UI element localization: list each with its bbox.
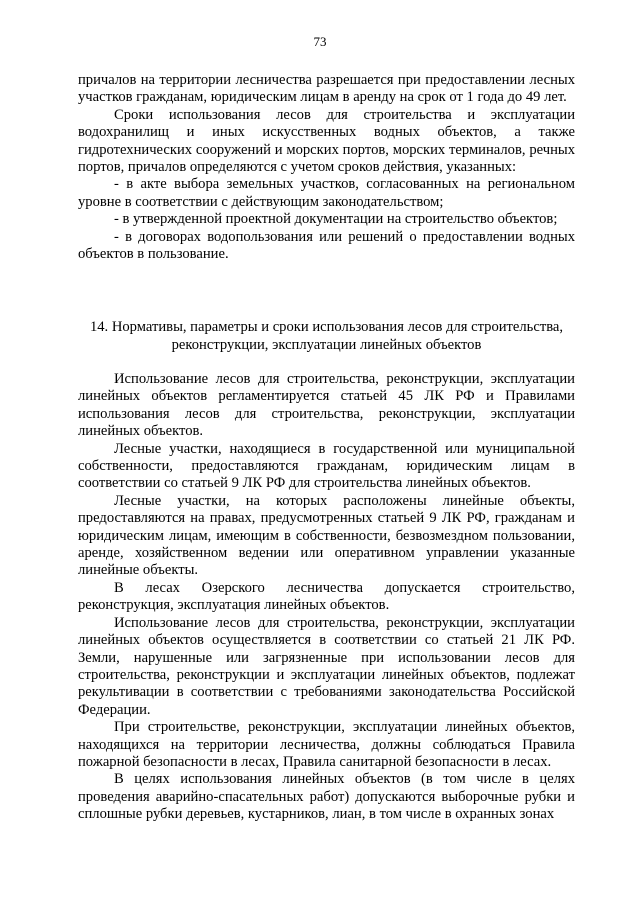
paragraph: Сроки использования лесов для строительства и эксплуатации водохранилищ и иных искусственных водных объектов, а также гидротехнических сооружений и морских портов, морских терминалов, речных портов, причалов определяются с учетом сроков действия, указанных: xyxy=(78,106,575,176)
paragraph: Использование лесов для строительства, реконструкции, эксплуатации линейных объектов регламентируется статьей 45 ЛК РФ и Правилами использования лесов для строительства, реконструкции, эксплуатации линейных объектов. xyxy=(78,371,575,440)
paragraph: Лесные участки, на которых расположены линейные объекты, предоставляются на правах, предусмотренных статьей 9 ЛК РФ, гражданам и юридическим лицам, имеющим в собственности, безвозмездном пользовании, аренде, хозяйственном ведении или оперативном управлении указанные линейные объекты. xyxy=(78,492,575,579)
section-heading-line-2: реконструкции, эксплуатации линейных объектов xyxy=(171,337,482,353)
text-block-top xyxy=(78,72,575,263)
section-heading-line-1: 14. Нормативы, параметры и сроки использования лесов для строительства, xyxy=(89,319,564,335)
text-block-bottom xyxy=(78,371,575,824)
paragraph: - в утвержденной проектной документации на строительство объектов; xyxy=(114,211,558,228)
paragraph: причалов на территории лесничества разрешается при предоставлении лесных участков гражданам, юридическим лицам в аренду на срок от 1 года до 49 лет. xyxy=(78,72,575,106)
page-number: 73 xyxy=(313,34,327,49)
paragraph: - в акте выбора земельных участков, согласованных на региональном уровне в соответствии с действующим законодательством; xyxy=(78,176,575,210)
paragraph: Использование лесов для строительства, реконструкции, эксплуатации линейных объектов осуществляется в соответствии со статьей 21 ЛК РФ. Земли, нарушенные или загрязненные при использовании лесов для строительства, реконструкции и эксплуатации линейных объектов, подлежат рекультивации в соответствии с требованиями законодательства Российской Федерации. xyxy=(78,614,575,718)
section-heading xyxy=(78,318,575,354)
paragraph: В целях использования линейных объектов (в том числе в целях проведения аварийно-спасательных работ) допускаются выборочные рубки и сплошные рубки деревьев, кустарников, лиан, в том числе в охранных зонах xyxy=(78,771,575,823)
paragraph: В лесах Озерского лесничества допускается строительство, реконструкция, эксплуатация линейных объектов. xyxy=(78,579,575,614)
paragraph: При строительстве, реконструкции, эксплуатации линейных объектов, находящихся на территории лесничества, должны соблюдаться Правила пожарной безопасности в лесах, Правила санитарной безопасности в лесах. xyxy=(78,719,575,770)
paragraph: - в договорах водопользования или решений о предоставлении водных объектов в пользование. xyxy=(78,228,575,263)
paragraph: Лесные участки, находящиеся в государственной или муниципальной собственности, предоставляются гражданам, юридическим лицам в соответствии со статьей 9 ЛК РФ для строительства линейных объектов. xyxy=(78,440,575,492)
